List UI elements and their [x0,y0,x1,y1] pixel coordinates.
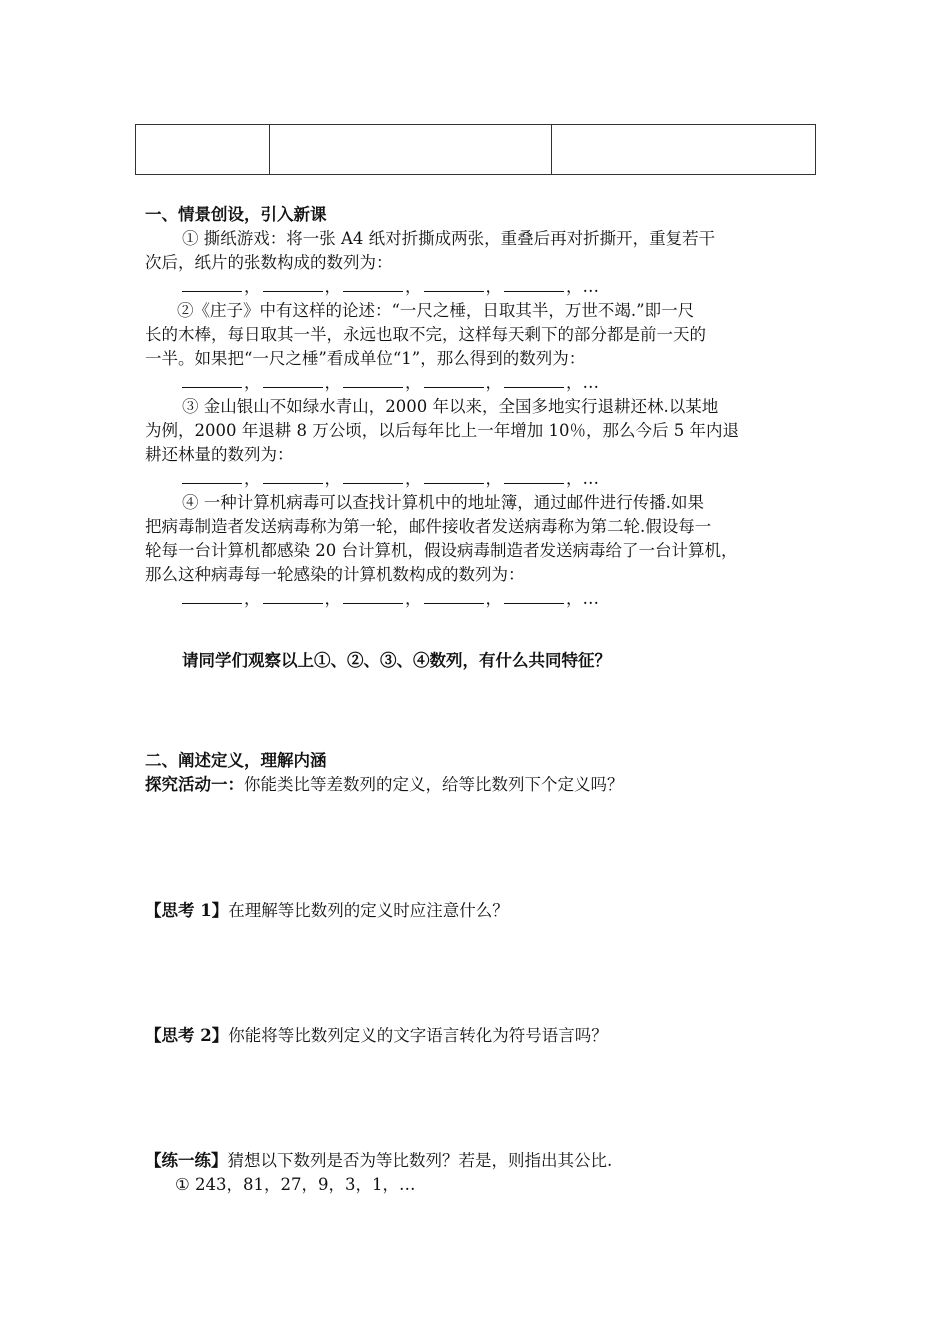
separator: ， [485,277,502,296]
answer-blank[interactable] [263,468,323,484]
item4-line3: 轮每一台计算机都感染 20 台计算机，假设病毒制造者发送病毒给了一台计算机， [145,541,738,560]
answer-blank[interactable] [343,372,403,388]
item1-blanks [145,275,815,299]
think2-line [145,1024,815,1048]
item4-line2: 把病毒制造者发送病毒称为第一轮，邮件接收者发送病毒称为第二轮.假设每一 [145,517,712,536]
activity-line [145,773,815,797]
header-table-row [136,125,816,175]
ellipsis: ，… [566,589,599,608]
section1 [145,203,815,611]
item2-line3: 一半。如果把“一尺之棰”看成单位“1”，那么得到的数列为： [145,349,586,368]
header-cell-1 [136,125,270,175]
practice-text: 猜想以下数列是否为等比数列？若是，则指出其公比. [227,1151,613,1170]
section2-heading: 二、阐述定义，理解内涵 [145,751,327,770]
header-cell-2 [270,125,552,175]
think1-label: 【思考 1】 [145,901,229,920]
answer-blank[interactable] [182,588,242,604]
answer-blank[interactable] [182,372,242,388]
item3-line1: ③ 金山银山不如绿水青山，2000 年以来，全国多地实行退耕还林.以某地 [182,397,719,416]
answer-blank[interactable] [424,468,484,484]
think1-block [145,899,815,923]
separator: ， [324,469,341,488]
item1-line1: ① 撕纸游戏：将一张 A4 纸对折撕成两张，重叠后再对折撕开，重复若干 [182,229,716,248]
answer-blank[interactable] [182,468,242,484]
item2-blanks [145,371,815,395]
ellipsis: ，… [566,277,599,296]
answer-blank[interactable] [504,276,564,292]
separator: ， [405,589,422,608]
observation-question: 请同学们观察以上①、②、③、④数列，有什么共同特征？ [182,651,611,670]
answer-blank[interactable] [343,468,403,484]
separator: ， [405,277,422,296]
item1-line2: 次后，纸片的张数构成的数列为： [145,253,393,272]
item2-line1: ②《庄子》中有这样的论述：“一尺之棰，日取其半，万世不竭.”即一尺 [177,301,695,320]
answer-blank[interactable] [263,276,323,292]
item4-blanks [145,587,815,611]
separator: ， [324,277,341,296]
think2-label: 【思考 2】 [145,1026,229,1045]
activity-label: 探究活动一： [145,775,244,794]
think2-text: 你能将等比数列定义的文字语言转化为符号语言吗？ [228,1026,608,1045]
separator: ， [405,373,422,392]
practice-label: 【练一练】 [145,1151,228,1170]
separator: ， [485,373,502,392]
think1-line [145,899,815,923]
practice-block [145,1149,815,1197]
item4-line1: ④ 一种计算机病毒可以查找计算机中的地址簿，通过邮件进行传播.如果 [182,493,704,512]
answer-blank[interactable] [504,468,564,484]
think2-block [145,1024,815,1048]
activity-text: 你能类比等差数列的定义，给等比数列下个定义吗？ [244,775,624,794]
answer-blank[interactable] [424,372,484,388]
answer-blank[interactable] [424,588,484,604]
practice-line [145,1149,815,1173]
separator: ， [324,373,341,392]
item3-line3: 耕还林量的数列为： [145,445,294,464]
header-table [135,124,816,175]
answer-blank[interactable] [424,276,484,292]
separator: ， [324,589,341,608]
item4-line4: 那么这种病毒每一轮感染的计算机数构成的数列为： [145,565,525,584]
ellipsis: ，… [566,469,599,488]
answer-blank[interactable] [182,276,242,292]
separator: ， [244,589,261,608]
separator: ， [244,469,261,488]
separator: ， [244,277,261,296]
separator: ， [244,373,261,392]
answer-blank[interactable] [263,372,323,388]
separator: ， [405,469,422,488]
practice-item1: ① 243，81，27，9，3，1，… [175,1175,416,1194]
ellipsis: ，… [566,373,599,392]
answer-blank[interactable] [504,372,564,388]
observation-question-block [145,649,815,673]
separator: ， [485,589,502,608]
header-cell-3 [552,125,816,175]
section2 [145,749,815,797]
answer-blank[interactable] [343,588,403,604]
item2-line2: 长的木棒，每日取其一半，永远也取不完，这样每天剩下的部分都是前一天的 [145,325,706,344]
answer-blank[interactable] [343,276,403,292]
think1-text: 在理解等比数列的定义时应注意什么？ [228,901,509,920]
item3-blanks [145,467,815,491]
item3-line2: 为例，2000 年退耕 8 万公顷，以后每年比上一年增加 10％，那么今后 5 年内退 [145,421,739,440]
separator: ， [485,469,502,488]
section1-heading: 一、情景创设，引入新课 [145,205,327,224]
answer-blank[interactable] [504,588,564,604]
answer-blank[interactable] [263,588,323,604]
